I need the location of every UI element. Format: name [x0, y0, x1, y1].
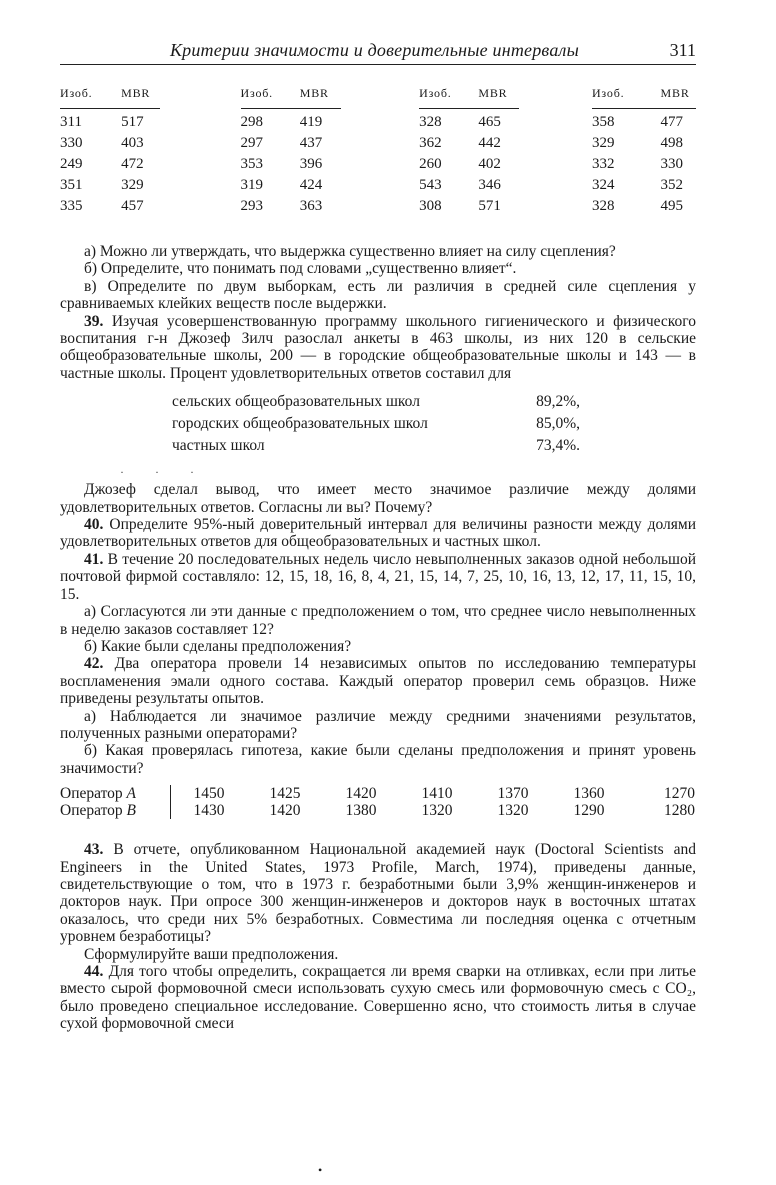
list-item-label: городских общеобразовательных школ [172, 415, 428, 433]
operator-label: Оператор B [60, 802, 171, 819]
operator-value: 1420 [269, 802, 301, 820]
mbr-cell: 457 [121, 198, 144, 214]
problem-43-b: Сформулируйте ваши предположения. [84, 945, 339, 963]
mbr-cell: 346 [478, 177, 501, 193]
col-izob-header: Изоб. [240, 85, 273, 100]
list-item-value: 89,2%, [536, 393, 580, 411]
operator-value: 1410 [421, 785, 453, 803]
mbr-cell: 403 [121, 135, 144, 151]
izob-cell: 293 [240, 198, 264, 214]
problem-text: В отчете, опубликованном Национальной академией наук (Doctoral Scientists and Engineers in the United States, 1973 Profile, March, 1974), приведены данные, свидетельствующие о том, что в 1973 г. безработными были 3,9% женщин-инженеров и докторов наук. При опросе 300 женщин-инженеров и докторов наук в восточных штатах оказалось, что среди них 5% безработных. Совместима ли последняя оценка с отчетным уровнем безработицы? [60, 841, 697, 946]
mbr-table-header [60, 84, 696, 102]
izob-cell: 328 [419, 114, 442, 130]
izob-cell: 298 [240, 114, 264, 130]
problem-number: 42. [84, 655, 104, 673]
problem-number: 41. [84, 550, 104, 568]
body-text [60, 243, 696, 1033]
problem-39 [60, 313, 696, 383]
operator-value: 1425 [269, 785, 301, 803]
izob-cell: 543 [419, 177, 442, 193]
problem-text: В течение 20 последовательных недель число невыполненных заказов одной небольшой почтовой фирмой составляло: 12, 15, 18, 16, 8, 4, 21, 15, 14, 7, 25, 10, 16, 13, 12, 17, 11, 15, 10, 15. [60, 550, 696, 603]
mbr-table [60, 84, 696, 217]
col-mbr-header: MBR [478, 85, 508, 100]
mbr-cell: 472 [121, 156, 144, 172]
list-item-label: сельских общеобразовательных школ [172, 393, 420, 411]
operator-label: Оператор A [60, 785, 171, 802]
problem-number: 39. [84, 312, 104, 330]
operator-value: 1320 [497, 802, 529, 820]
table-row [60, 196, 696, 217]
operator-value: 1290 [573, 802, 605, 820]
mbr-cell: 465 [478, 114, 501, 130]
problem-text: Изучая усовершенствованную программу школьного гигиенического и физического воспитания г-н Джозеф Зилч разослал анкеты в 463 школы, из них 120 в сельские общеобразовательные школы, 200 — в городские общеобразовательные школы и 143 — в частные школы. Процент удовлетворительных ответов составил для [60, 312, 696, 382]
problem-42 [60, 655, 696, 707]
header-rule [60, 102, 696, 112]
question-b: б) Определите, что понимать под словами „существенно влияет“. [84, 260, 517, 278]
mbr-cell: 419 [299, 114, 323, 130]
izob-cell: 249 [60, 156, 83, 172]
list-item [172, 435, 580, 457]
problem-number: 44. [84, 963, 104, 980]
izob-cell: 353 [240, 156, 264, 172]
mbr-cell: 363 [299, 198, 323, 214]
problem-44 [60, 963, 696, 1033]
operator-value: 1320 [421, 802, 453, 820]
running-header [60, 38, 696, 65]
problem-42-b: б) Какая проверялась гипотеза, какие были сделаны предположения и принят уровень значимости? [60, 742, 696, 777]
print-specks: · · · [120, 465, 208, 480]
table-row [60, 175, 696, 196]
list-item [172, 391, 580, 413]
operator-table [60, 785, 695, 819]
col-izob-header: Изоб. [419, 85, 452, 100]
page-number: 311 [669, 40, 696, 60]
question-c: в) Определите по двум выборкам, есть ли различия в средней силе сцепления у сравниваемых клейких веществ после выдержки. [60, 277, 696, 313]
izob-cell: 329 [591, 135, 615, 151]
mbr-cell: 329 [121, 177, 144, 193]
list-item [172, 413, 580, 435]
col-izob-header: Изоб. [591, 85, 625, 100]
operator-value: 1370 [497, 785, 529, 803]
problem-text: Для того чтобы определить, сокращается ли время сварки на отливках, если при литье вместо сырой формовочной смеси использовать сухую смесь или формовочную смесь с CO₂, было проведено специальное исследование. Совершенно ясно, что стоимость литья в случае сухой формовочной смеси [60, 963, 696, 1033]
mbr-cell: 352 [660, 177, 684, 193]
mbr-cell: 330 [660, 156, 684, 172]
izob-cell: 260 [419, 156, 442, 172]
school-percent-list [172, 391, 580, 457]
problem-43 [60, 841, 696, 945]
mbr-cell: 517 [121, 114, 144, 130]
col-mbr-header: MBR [660, 85, 690, 100]
operator-value: 1380 [345, 802, 377, 820]
mbr-cell: 396 [299, 156, 323, 172]
mbr-cell: 498 [660, 135, 684, 151]
operator-row [60, 785, 695, 802]
izob-cell: 328 [591, 198, 615, 214]
operator-value: 1280 [664, 802, 695, 820]
mbr-cell: 424 [299, 177, 323, 193]
problem-39-conclusion: Джозеф сделал вывод, что имеет место значимое различие между долями удовлетворительных ответов. Согласны ли вы? Почему? [60, 481, 696, 516]
operator-value: 1420 [345, 785, 377, 803]
izob-cell: 362 [419, 135, 442, 151]
operator-value: 1270 [664, 785, 695, 803]
izob-cell: 358 [591, 114, 615, 130]
izob-cell: 311 [60, 114, 82, 130]
problem-41-b: б) Какие были сделаны предположения? [84, 637, 352, 655]
mbr-cell: 571 [478, 198, 501, 214]
table-row [60, 133, 696, 154]
problem-41-a: а) Согласуются ли эти данные с предположением о том, что среднее число невыполненных в неделю заказов составляет 12? [60, 603, 696, 638]
operator-value: 1450 [193, 785, 225, 803]
mbr-cell: 402 [478, 156, 501, 172]
izob-cell: 319 [240, 177, 264, 193]
mbr-cell: 442 [478, 135, 501, 151]
problem-text: Определите 95%-ный доверительный интервал для величины разности между долями удовлетворительных ответов для общеобразовательных и частных школ. [60, 516, 696, 551]
izob-cell: 308 [419, 198, 442, 214]
question-a: а) Можно ли утверждать, что выдержка существенно влияет на силу сцепления? [84, 243, 616, 260]
izob-cell: 330 [60, 135, 83, 151]
col-izob-header: Изоб. [60, 85, 93, 100]
operator-value: 1360 [573, 785, 605, 803]
izob-cell: 332 [591, 156, 615, 172]
table-row [60, 154, 696, 175]
table-row [60, 112, 696, 133]
print-speck: • [318, 1163, 323, 1177]
col-mbr-header: MBR [299, 85, 329, 100]
mbr-cell: 495 [660, 198, 684, 214]
problem-text: Два оператора провели 14 независимых опытов по исследованию температуры воспламенения эмали одного состава. Каждый оператор проверил семь образцов. Ниже приведены результаты опытов. [60, 655, 697, 708]
list-item-value: 73,4%. [536, 437, 580, 455]
operator-value: 1430 [193, 802, 225, 820]
problem-40 [60, 516, 696, 551]
operator-row [60, 802, 695, 819]
problem-41 [60, 551, 696, 603]
mbr-cell: 477 [660, 114, 684, 130]
izob-cell: 324 [591, 177, 615, 193]
mbr-cell: 437 [299, 135, 323, 151]
izob-cell: 297 [240, 135, 264, 151]
list-item-label: частных школ [172, 437, 265, 455]
izob-cell: 351 [60, 177, 83, 193]
col-mbr-header: MBR [121, 85, 151, 100]
problem-number: 43. [84, 841, 104, 859]
izob-cell: 335 [60, 198, 83, 214]
list-item-value: 85,0%, [536, 415, 580, 433]
problem-42-a: а) Наблюдается ли значимое различие между средними значениями результатов, полученных разными операторами? [60, 707, 696, 742]
running-title: Критерии значимости и доверительные интервалы [170, 40, 579, 60]
problem-number: 40. [84, 516, 104, 534]
